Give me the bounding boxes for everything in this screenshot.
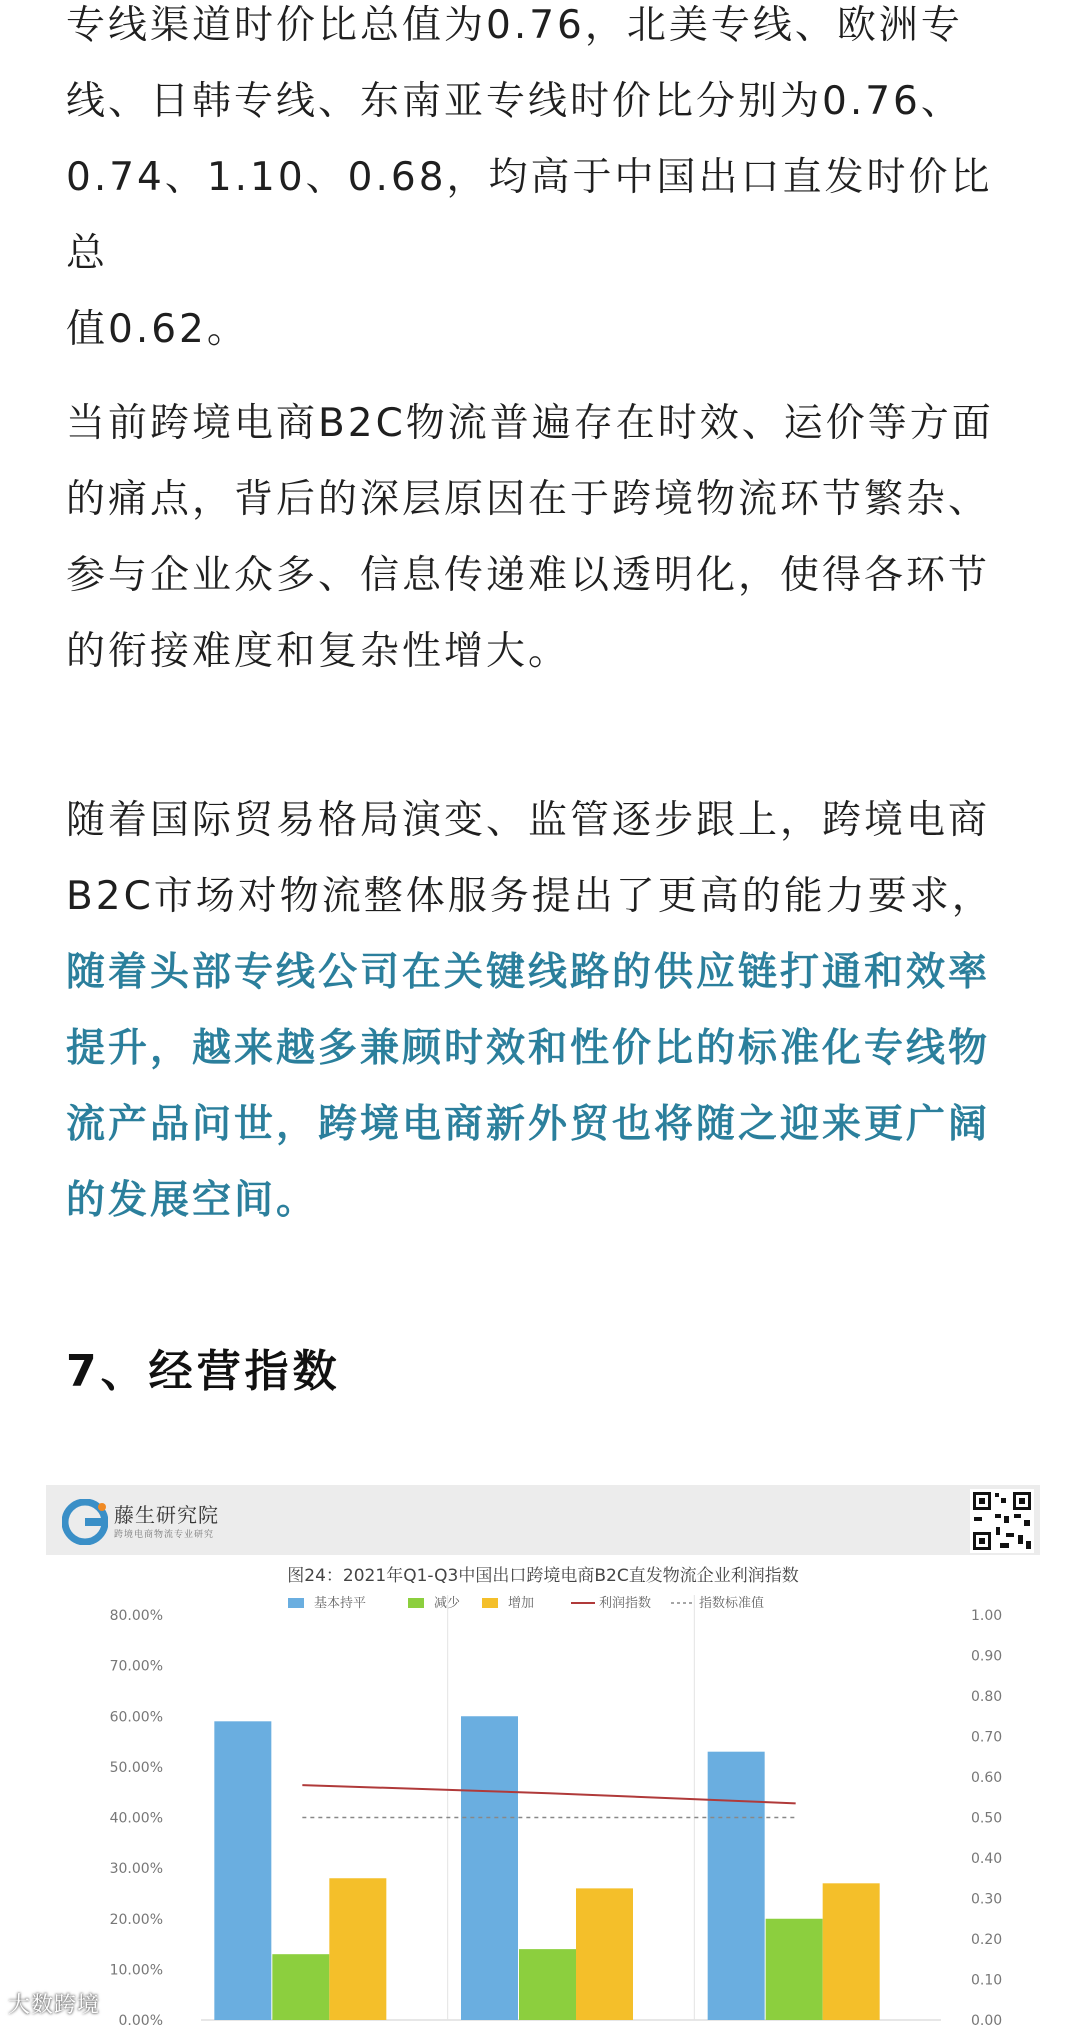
bar-Q3-2 [823,1883,880,2020]
y-tick-label: 80.00% [109,1608,163,1624]
y2-tick-label: 0.80 [971,1689,1003,1705]
qr-code-icon [970,1489,1034,1553]
y-tick-label: 50.00% [109,1759,163,1776]
paragraph-price-ratio [66,0,1026,368]
bar-Q1-2 [329,1878,386,2020]
legend-swatch [482,1598,498,1608]
brand-subtitle: 跨境电商物流专业研究 [114,1530,215,1540]
brand-logo-icon [62,1499,108,1545]
brand-name: 藤生研究院 [114,1503,219,1527]
text-line: 随着国际贸易格局演变、监管逐步跟上，跨境电商 [66,798,991,843]
y2-tick-label: 1.00 [971,1608,1003,1624]
chart-bars [214,1716,879,2025]
highlight-line: 流产品问世，跨境电商新外贸也将随之迎来更广阔 [66,1102,991,1147]
profit-index-chart [46,1555,1040,2025]
y-tick-label: 30.00% [109,1861,163,1878]
chart-header-bar [46,1485,1040,1555]
y-tick-label: 0.00% [118,2013,163,2025]
bar-Q1-1 [272,1954,329,2020]
bar-Q3-0 [708,1752,765,2020]
bar-Q2-0 [461,1716,518,2020]
y2-tick-label: 0.90 [971,1648,1003,1665]
legend-label: 基本持平 [314,1596,367,1611]
highlight-line: 的发展空间。 [66,1178,319,1223]
bar-Q2-2 [576,1888,633,2020]
legend-label: 指数标准值 [699,1596,765,1611]
text-line: 的痛点，背后的深层原因在于跨境物流环节繁杂、 [66,477,991,522]
section-heading: 7、经营指数 [66,1346,341,1397]
bar-Q3-1 [766,1919,823,2020]
legend-label: 利润指数 [599,1596,652,1611]
legend-swatch [408,1598,424,1608]
chart-legend [288,1595,764,1611]
bar-Q2-1 [519,1949,576,2020]
text-line: 线、日韩专线、东南亚专线时价比分别为0.76、 [66,79,963,124]
y2-tick-label: 0.40 [971,1851,1003,1867]
bar-Q1-0 [214,1721,271,2020]
chart-title: 图24：2021年Q1-Q3中国出口跨境电商B2C直发物流企业利润指数 [287,1566,799,1586]
text-line: 当前跨境电商B2C物流普遍存在时效、运价等方面 [66,401,994,446]
paragraph-outlook [66,783,994,1239]
legend-label: 增加 [508,1596,535,1611]
y-tick-label: 70.00% [109,1658,163,1675]
y2-tick-label: 0.20 [971,1932,1003,1948]
y-tick-label: 20.00% [109,1911,163,1928]
chart-image [46,1485,1040,2025]
y2-tick-label: 0.00 [971,2013,1003,2025]
text-line: 参与企业众多、信息传递难以透明化，使得各环节 [66,553,991,598]
legend-swatch [288,1598,304,1608]
y2-tick-label: 0.10 [971,1972,1003,1989]
y-tick-label: 60.00% [109,1709,163,1726]
text-line: 专线渠道时价比总值为0.76，北美专线、欧洲专 [66,3,963,48]
text-line: B2C市场对物流整体服务提出了更高的能力要求， [66,874,994,919]
text-line: 值0.62。 [66,307,249,352]
y-tick-label: 10.00% [109,1962,163,1979]
source-watermark: 大数跨境 [8,1993,101,2018]
y2-tick-label: 0.70 [971,1729,1003,1746]
text-line: 0.74、1.10、0.68，均高于中国出口直发时价比总 [66,155,993,276]
legend-label: 减少 [434,1596,461,1611]
highlight-line: 提升，越来越多兼顾时效和性价比的标准化专线物 [66,1026,991,1071]
paragraph-pain-points [66,386,994,690]
text-line: 的衔接难度和复杂性增大。 [66,629,571,674]
highlight-line: 随着头部专线公司在关键线路的供应链打通和效率 [66,950,991,995]
y2-tick-label: 0.50 [971,1810,1003,1827]
y2-tick-label: 0.30 [971,1891,1003,1908]
y2-tick-label: 0.60 [971,1770,1003,1786]
y-tick-label: 40.00% [109,1810,163,1827]
